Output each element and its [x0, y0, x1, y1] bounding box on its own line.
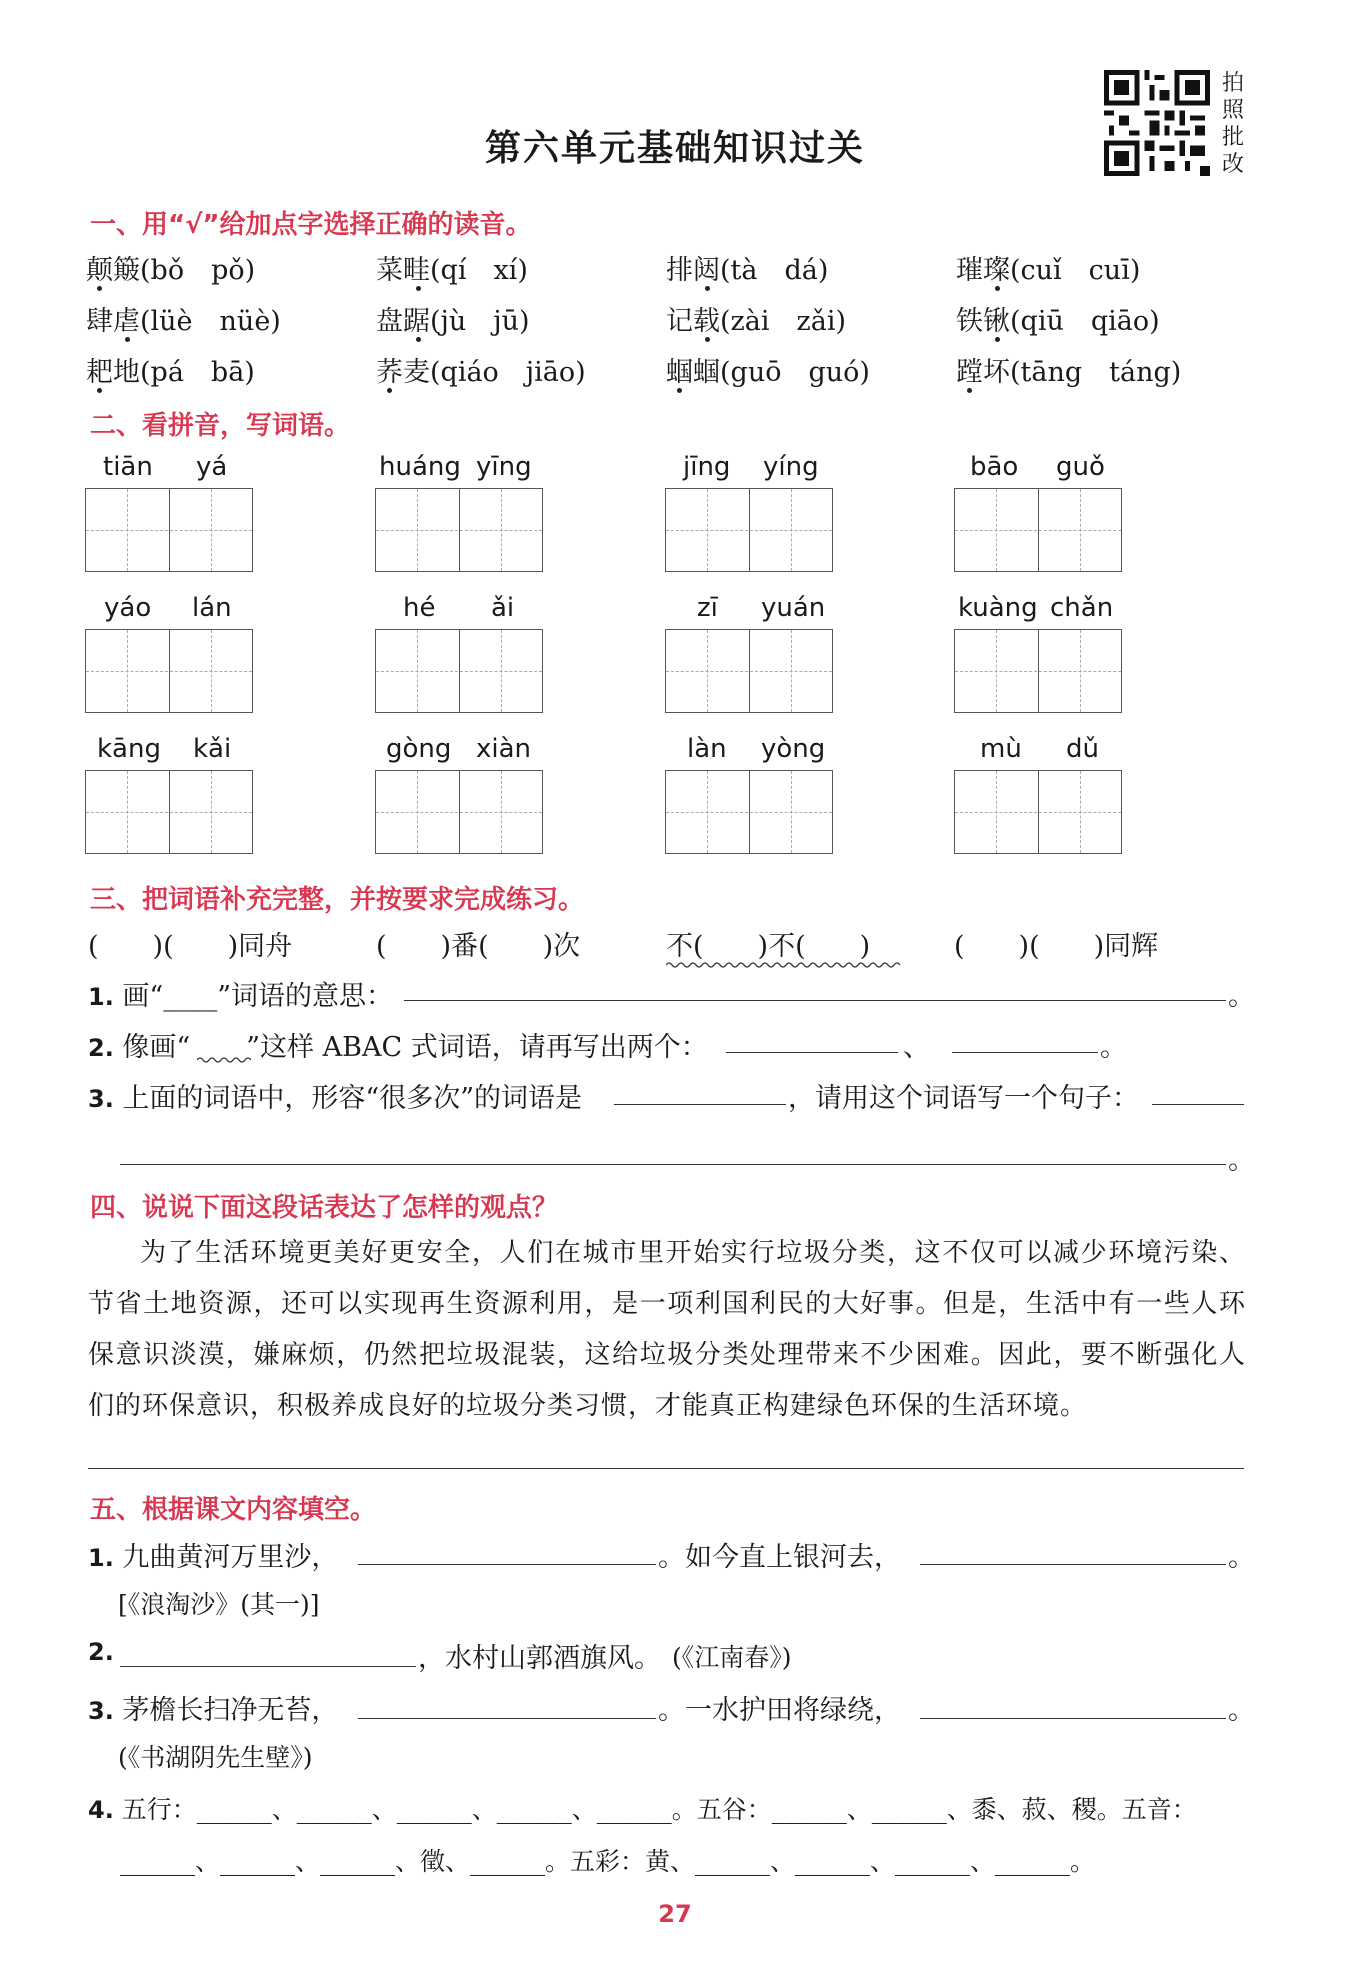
idiom-fill[interactable]: ( )( )同辉 [954, 931, 1159, 962]
question-text: ”这样 ABAC 式词语，请再写出两个： [246, 1032, 708, 1063]
reading-item [86, 350, 255, 389]
pinyin: dǔ [1066, 734, 1099, 764]
writing-grid[interactable] [954, 488, 1122, 572]
fill-question-4-cont[interactable]: ______、______、______、徵、______。五彩：黄、______、______、______、______。 [120, 1847, 1096, 1876]
reading-options[interactable]: (guō guó) [720, 357, 870, 388]
reading-item [86, 248, 255, 287]
pinyin: chǎn [1050, 593, 1114, 623]
reading-options[interactable]: (qí xí) [430, 255, 528, 286]
pinyin: yá [196, 452, 228, 482]
qr-label-char: 批 [1221, 125, 1244, 150]
question-number: 3. [88, 1697, 114, 1725]
reading-item [376, 248, 528, 287]
emphasis-dot [416, 286, 421, 291]
section2-heading: 二、看拼音，写词语。 [90, 411, 351, 441]
writing-grid[interactable] [665, 629, 833, 713]
question-number: 2. [88, 1638, 114, 1666]
reading-item [376, 350, 586, 389]
qr-code-icon[interactable] [1104, 70, 1210, 176]
reading-options[interactable]: (qiáo jiāo) [430, 357, 586, 388]
emphasis-dot [705, 286, 710, 291]
section1-heading: 一、用“√”给加点字选择正确的读音。 [90, 210, 532, 240]
idiom-fill[interactable]: ( )( )同舟 [88, 931, 293, 962]
pinyin: gòng [386, 734, 452, 764]
answer-line[interactable] [614, 1104, 786, 1105]
question-number: 3. [88, 1085, 114, 1113]
pinyin: kǎi [193, 734, 232, 764]
pinyin: hé [403, 593, 436, 623]
page-number: 27 [658, 1900, 692, 1928]
poem-source: (《江南春》) [672, 1643, 792, 1672]
question-text: ，请用这个词语写一个句子： [788, 1083, 1139, 1114]
answer-line[interactable] [920, 1564, 1226, 1565]
question-text: 五行：______、______、______、______、______。五谷：______、______、黍、菽、稷。五音： [121, 1795, 1197, 1824]
punctuation: 、 [903, 1032, 930, 1063]
qr-label-char: 改 [1221, 152, 1244, 177]
writing-grid[interactable] [665, 770, 833, 854]
section5-heading: 五、根据课文内容填空。 [90, 1495, 377, 1525]
reading-item [86, 299, 281, 338]
emphasis-dot [995, 286, 1000, 291]
reading-word: 荞麦 [376, 357, 430, 388]
qr-label [1218, 70, 1248, 178]
reading-passage: 为了生活环境更美好更安全，人们在城市里开始实行垃圾分类，这不仅可以减少环境污染、节省土地资源，还可以实现再生资源利用，是一项利国利民的大好事。但是，生活中有一些人环保意识淡漠，嫌麻烦，仍然把垃圾混装，这给垃圾分类处理带来不少困难。因此，要不断强化人们的环保意识，积极养成良好的垃圾分类习惯，才能真正构建绿色环保的生活环境。 [88, 1238, 1246, 1421]
reading-word: 铁锹 [956, 306, 1010, 337]
emphasis-dot [967, 388, 972, 393]
question-text: 九曲黄河万里沙， [122, 1542, 339, 1573]
writing-grid[interactable] [375, 770, 543, 854]
reading-options[interactable]: (zài zǎi) [720, 306, 846, 337]
question-text: 。如今直上银河去， [658, 1542, 901, 1573]
punctuation: 。 [1228, 1542, 1255, 1573]
punctuation: 。 [1100, 1032, 1127, 1063]
reading-options[interactable]: (qiū qiāo) [1010, 306, 1160, 337]
question-text: 画“____”词语的意思： [122, 981, 394, 1012]
question-number: 1. [88, 983, 114, 1011]
pinyin: mù [980, 734, 1022, 764]
pinyin: kuàng [958, 593, 1038, 623]
reading-item [666, 299, 846, 338]
question-1 [88, 974, 393, 1013]
page-title: 第六单元基础知识过关 [484, 128, 865, 169]
pinyin: yíng [763, 452, 819, 482]
reading-word: 菜畦 [376, 255, 430, 286]
punctuation: 。 [1228, 1695, 1255, 1726]
reading-options[interactable]: (tà dá) [720, 255, 829, 286]
reading-item [376, 299, 530, 338]
pinyin: guǒ [1056, 452, 1105, 482]
reading-word: 蝈蝈 [666, 357, 720, 388]
reading-item [956, 350, 1181, 389]
writing-grid[interactable] [954, 629, 1122, 713]
fill-question-4[interactable] [88, 1790, 1197, 1826]
answer-line[interactable] [920, 1718, 1226, 1719]
idiom-fill[interactable]: ( )番( )次 [376, 931, 581, 962]
wavy-underline [197, 1056, 251, 1064]
answer-line[interactable] [952, 1052, 1098, 1053]
pinyin: yáo [104, 593, 152, 623]
answer-line[interactable] [726, 1052, 898, 1053]
reading-word: 璀璨 [956, 255, 1010, 286]
pinyin: yuán [761, 593, 826, 623]
section3-heading: 三、把词语补充完整，并按要求完成练习。 [90, 885, 585, 915]
answer-line[interactable] [1152, 1104, 1244, 1105]
pinyin: zī [697, 593, 718, 623]
pinyin: lán [192, 593, 232, 623]
question-text: 像画“ [122, 1032, 191, 1063]
writing-grid[interactable] [954, 770, 1122, 854]
pinyin: làn [687, 734, 727, 764]
answer-line[interactable] [120, 1164, 1226, 1165]
emphasis-dot [677, 388, 682, 393]
emphasis-dot [97, 286, 102, 291]
poem-source: [《浪淘沙》(其一)] [118, 1590, 320, 1619]
answer-line[interactable] [404, 1000, 1226, 1001]
pinyin: jīng [683, 452, 731, 482]
question-number: 2. [88, 1034, 114, 1062]
question-3 [88, 1076, 582, 1115]
pinyin: tiān [103, 452, 153, 482]
pinyin: xiàn [476, 734, 532, 764]
wavy-underline [666, 961, 902, 969]
question-number: 4. [88, 1796, 114, 1824]
reading-word: 耙地 [86, 357, 140, 388]
question-2 [88, 1025, 708, 1064]
qr-label-char: 拍 [1221, 71, 1244, 96]
reading-options[interactable]: (lüè nüè) [140, 306, 281, 337]
reading-word: 盘踞 [376, 306, 430, 337]
answer-line[interactable] [120, 1666, 416, 1667]
writing-grid[interactable] [375, 629, 543, 713]
reading-item [956, 299, 1160, 338]
question-text: 。一水护田将绿绕， [658, 1695, 901, 1726]
emphasis-dot [97, 388, 102, 393]
question-number: 1. [88, 1544, 114, 1572]
emphasis-dot [416, 337, 421, 342]
answer-line[interactable] [358, 1564, 656, 1565]
emphasis-dot [387, 388, 392, 393]
pinyin: kāng [97, 734, 161, 764]
pinyin: huáng [379, 452, 461, 482]
question-text: ，水村山郭酒旗风。 [418, 1643, 661, 1674]
punctuation: 。 [1228, 981, 1255, 1012]
writing-grid[interactable] [375, 488, 543, 572]
answer-line[interactable] [358, 1718, 656, 1719]
fill-question-1 [88, 1535, 338, 1574]
writing-grid[interactable] [85, 629, 253, 713]
answer-line[interactable] [88, 1468, 1244, 1469]
reading-word: 肆虐 [86, 306, 140, 337]
idiom-fill[interactable]: 不( )不( ) [666, 931, 871, 962]
reading-item [666, 248, 828, 287]
writing-grid[interactable] [85, 770, 253, 854]
reading-word: 蹚坏 [956, 357, 1010, 388]
reading-options[interactable]: (pá bā) [140, 357, 255, 388]
fill-question-2 [88, 1636, 114, 1667]
qr-label-char: 照 [1221, 98, 1244, 123]
reading-options[interactable]: (bǒ pǒ) [140, 255, 256, 286]
reading-options[interactable]: (jù jū) [430, 306, 530, 337]
reading-options[interactable]: (cuǐ cuī) [1010, 255, 1141, 286]
pinyin: yòng [761, 734, 826, 764]
fill-question-3 [88, 1688, 338, 1727]
question-text: 茅檐长扫净无苔， [122, 1695, 339, 1726]
pinyin: ǎi [491, 593, 515, 623]
writing-grid[interactable] [665, 488, 833, 572]
section4-heading: 四、说说下面这段话表达了怎样的观点？ [90, 1193, 559, 1223]
pinyin: bāo [970, 452, 1019, 482]
emphasis-dot [995, 337, 1000, 342]
emphasis-dot [125, 337, 130, 342]
writing-grid[interactable] [85, 488, 253, 572]
reading-options[interactable]: (tāng táng) [1010, 357, 1182, 388]
question-text: 上面的词语中，形容“很多次”的词语是 [122, 1083, 583, 1114]
reading-item [956, 248, 1140, 287]
reading-word: 记载 [666, 306, 720, 337]
emphasis-dot [705, 337, 710, 342]
punctuation: 。 [1228, 1145, 1255, 1176]
reading-item [666, 350, 870, 389]
reading-word: 颠簸 [86, 255, 140, 286]
reading-word: 排闼 [666, 255, 720, 286]
pinyin: yīng [476, 452, 532, 482]
poem-source: (《书湖阴先生壁》) [118, 1743, 313, 1772]
